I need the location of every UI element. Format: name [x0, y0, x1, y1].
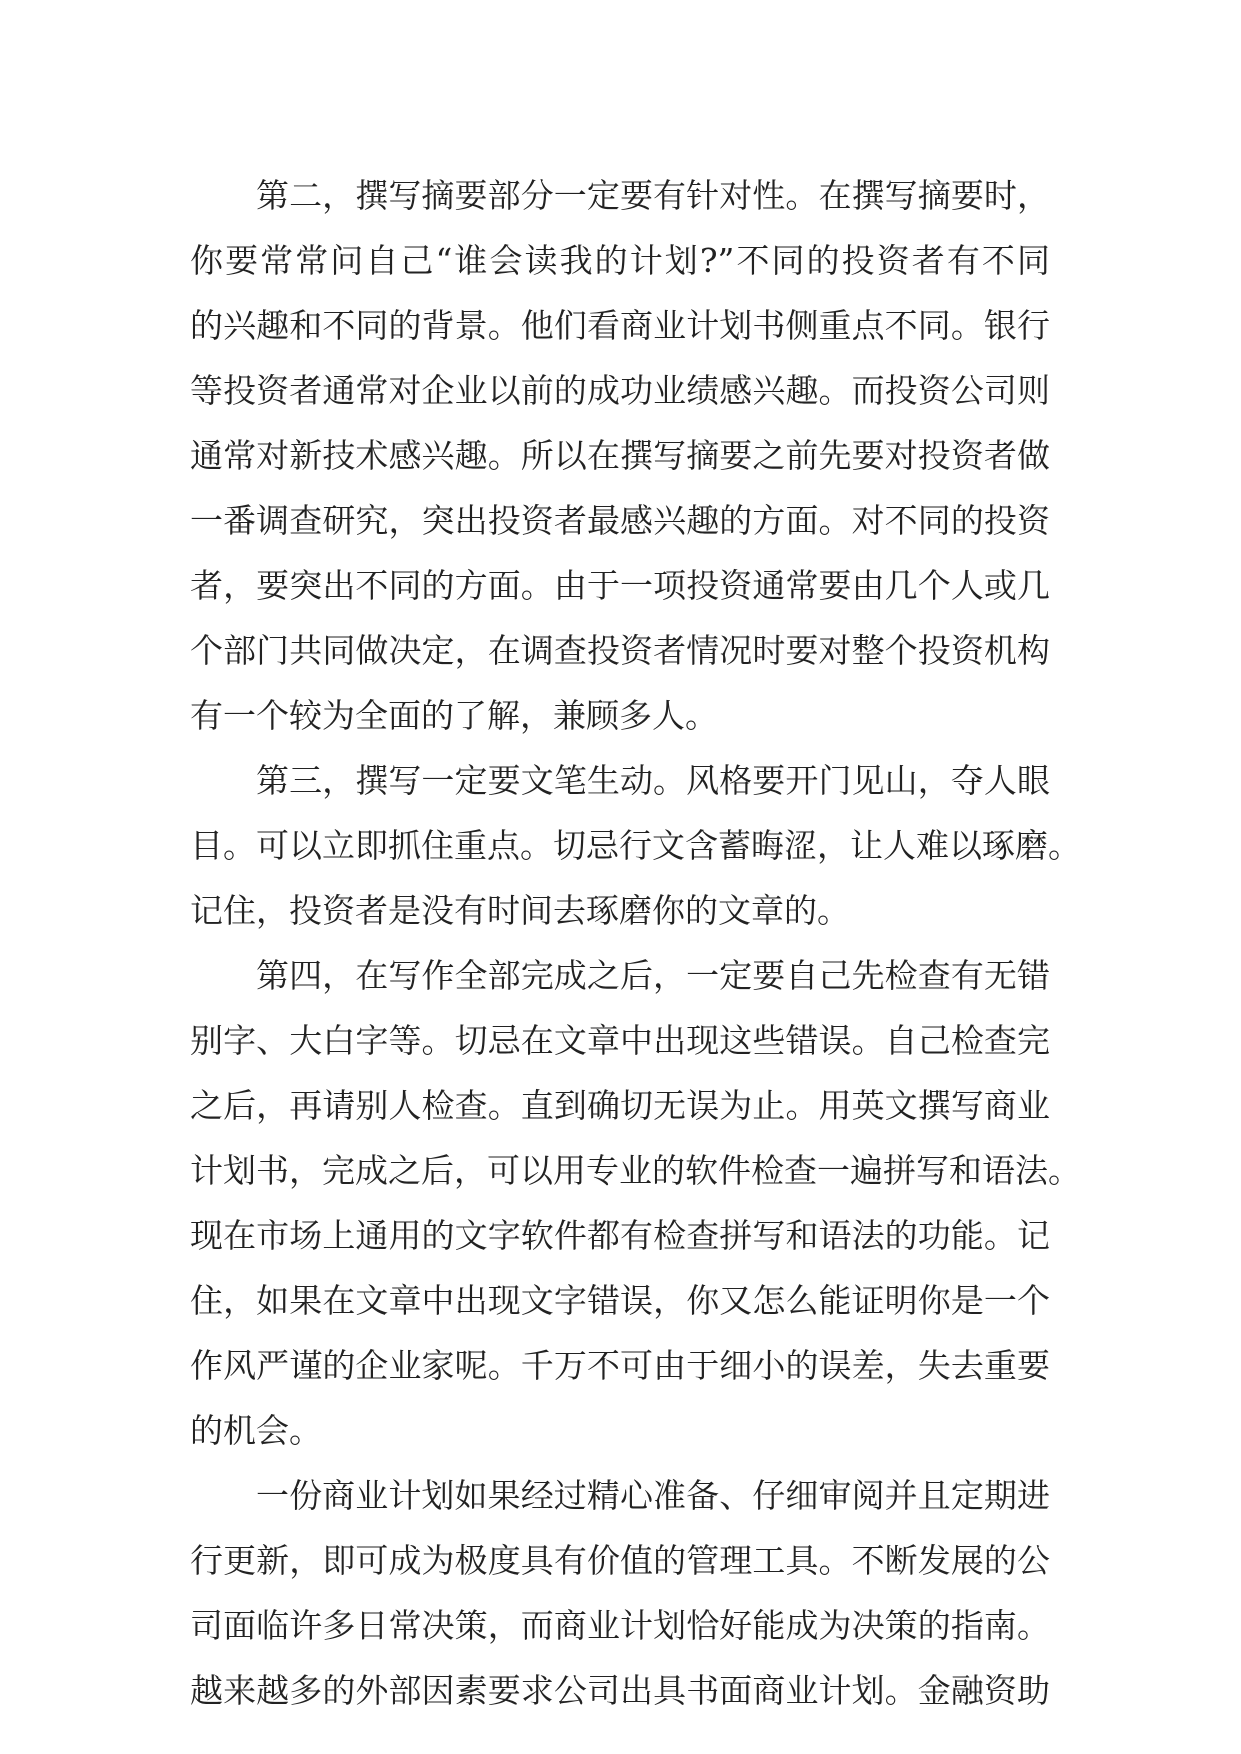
text-line: 第四，在写作全部完成之后，一定要自己先检查有无错 — [256, 956, 1050, 995]
paragraph-3 — [190, 943, 1081, 1463]
text-line: 你要常常问自己“谁会读我的计划?”不同的投资者有不同 — [190, 241, 1050, 280]
text-line: 住，如果在文章中出现文字错误，你又怎么能证明你是一个 — [190, 1281, 1050, 1320]
text-line: 的机会。 — [190, 1411, 322, 1450]
text-line: 作风严谨的企业家呢。千万不可由于细小的误差，失去重要 — [190, 1346, 1050, 1385]
text-line: 目。可以立即抓住重点。切忌行文含蓄晦涩，让人难以琢磨。 — [190, 826, 1081, 865]
text-line: 一份商业计划如果经过精心准备、仔细审阅并且定期进 — [256, 1476, 1050, 1515]
text-line: 记住，投资者是没有时间去琢磨你的文章的。 — [190, 891, 850, 930]
text-line: 第三，撰写一定要文笔生动。风格要开门见山，夺人眼 — [256, 761, 1050, 800]
text-line: 越来越多的外部因素要求公司出具书面商业计划。金融资助 — [190, 1671, 1050, 1710]
text-line: 一番调查研究，突出投资者最感兴趣的方面。对不同的投资 — [190, 501, 1050, 540]
text-line: 司面临许多日常决策，而商业计划恰好能成为决策的指南。 — [190, 1606, 1050, 1645]
text-line: 者，要突出不同的方面。由于一项投资通常要由几个人或几 — [190, 566, 1050, 605]
text-line: 等投资者通常对企业以前的成功业绩感兴趣。而投资公司则 — [190, 371, 1050, 410]
text-line: 现在市场上通用的文字软件都有检查拼写和语法的功能。记 — [190, 1216, 1050, 1255]
paragraph-1 — [190, 163, 1050, 748]
paragraph-4 — [190, 1463, 1050, 1723]
body-text — [190, 163, 1081, 1723]
text-line: 第二，撰写摘要部分一定要有针对性。在撰写摘要时， — [256, 176, 1050, 215]
text-line: 个部门共同做决定，在调查投资者情况时要对整个投资机构 — [190, 631, 1050, 670]
text-line: 通常对新技术感兴趣。所以在撰写摘要之前先要对投资者做 — [190, 436, 1050, 475]
text-line: 之后，再请别人检查。直到确切无误为止。用英文撰写商业 — [190, 1086, 1050, 1125]
paragraph-2 — [190, 748, 1081, 943]
text-line: 行更新，即可成为极度具有价值的管理工具。不断发展的公 — [190, 1541, 1050, 1580]
text-line: 计划书，完成之后，可以用专业的软件检查一遍拼写和语法。 — [190, 1151, 1081, 1190]
text-line: 有一个较为全面的了解，兼顾多人。 — [190, 696, 718, 735]
text-line: 的兴趣和不同的背景。他们看商业计划书侧重点不同。银行 — [190, 306, 1050, 345]
text-line: 别字、大白字等。切忌在文章中出现这些错误。自己检查完 — [190, 1021, 1050, 1060]
